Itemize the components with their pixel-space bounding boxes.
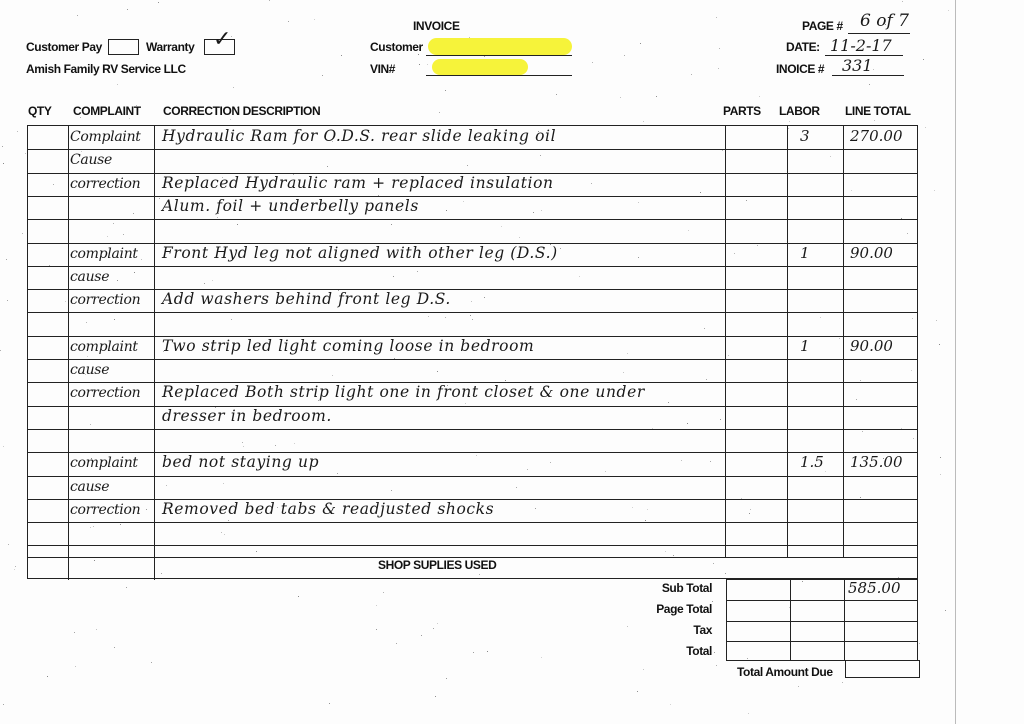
row-description: Two strip led light coming loose in bedroom [162,337,535,355]
customer-label: Customer [370,40,423,54]
table-row [28,406,917,429]
customer-underline [426,55,572,56]
col-parts-header: PARTS [723,104,761,118]
totals-row-rule [727,600,917,601]
row-type: correction [70,502,141,518]
row-type: complaint [70,455,138,471]
customer-pay-checkbox[interactable] [108,39,139,55]
total-amount-due-label: Total Amount Due [737,665,833,679]
row-labor: 1 [800,337,810,355]
sub-total-label: Sub Total [661,581,712,595]
customer-redaction [428,38,572,55]
sub-total-value: 585.00 [848,579,901,597]
table-row [28,266,917,289]
col-labor-header: LABOR [779,104,820,118]
col-qty-header: QTY [28,104,52,118]
row-description: Add washers behind front leg D.S. [162,290,451,308]
table-row [28,499,917,522]
row-type: complaint [70,339,138,355]
row-description: Replaced Both strip light one in front closet & one under [162,383,645,401]
row-line-total: 270.00 [850,127,903,145]
customer-pay-label: Customer Pay [26,40,102,54]
row-line-total: 90.00 [850,337,893,355]
tax-label: Tax [693,623,712,637]
page-label: PAGE # [802,19,843,33]
table-row [28,522,917,545]
col-complaint-header: COMPLAINT [73,104,141,118]
invoice-number-underline [832,75,904,76]
table-row [28,219,917,242]
totals-row-rule [727,621,917,622]
page-value: 6 of 7 [860,11,909,31]
shop-supplies-label: SHOP SUPLIES USED [378,558,497,572]
col-line-total-header: LINE TOTAL [845,104,911,118]
vin-underline [426,75,572,76]
invoice-title: INVOICE [413,19,460,33]
vin-redaction [432,59,528,75]
date-label: DATE: [786,40,820,54]
row-type: Cause [70,152,113,168]
row-description: Front Hyd leg not aligned with other leg (D.S.) [162,244,558,262]
row-description: Replaced Hydraulic ram + replaced insulation [162,174,554,192]
table-row [28,429,917,452]
row-labor: 1 [800,244,810,262]
total-label: Total [686,644,712,658]
row-labor: 3 [800,127,810,145]
page-underline [848,33,910,34]
table-row [28,196,917,219]
warranty-checkmark: ✓ [213,27,232,52]
date-value: 11-2-17 [830,36,892,55]
page-total-label: Page Total [656,602,712,616]
table-row [28,289,917,312]
totals-column-rule [844,580,845,660]
line-items-table [27,125,918,579]
row-line-total: 135.00 [850,453,903,471]
row-type: cause [70,479,110,495]
row-line-total: 90.00 [850,244,893,262]
table-row [28,126,917,149]
vin-label: VIN# [370,62,396,76]
row-type: correction [70,292,141,308]
totals-row-rule [727,641,917,642]
row-type: cause [70,362,110,378]
table-row [28,312,917,335]
row-type: correction [70,385,141,401]
table-row [28,359,917,382]
table-row [28,149,917,172]
row-description: dresser in bedroom. [162,407,332,425]
invoice-number-value: 331 [842,56,873,75]
row-labor: 1.5 [800,453,824,471]
row-description: Alum. foil + underbelly panels [162,197,419,215]
row-description: bed not staying up [162,453,320,471]
total-amount-due-box [845,660,920,678]
row-type: correction [70,176,141,192]
table-row [28,476,917,499]
table-row [28,173,917,196]
warranty-label: Warranty [146,40,195,54]
table-row [28,452,917,475]
row-type: complaint [70,246,138,262]
table-row [28,336,917,359]
totals-column-rule [790,580,791,660]
row-description: Hydraulic Ram for O.D.S. rear slide leaking oil [162,127,557,145]
row-type: cause [70,269,110,285]
row-description: Removed bed tabs & readjusted shocks [162,500,495,518]
table-row [28,243,917,266]
col-correction-header: CORRECTION DESCRIPTION [163,104,321,118]
invoice-number-label: INOICE # [776,62,825,76]
company-name: Amish Family RV Service LLC [26,62,186,76]
scan-edge [955,0,956,724]
row-type: Complaint [70,129,141,145]
table-row [28,382,917,405]
